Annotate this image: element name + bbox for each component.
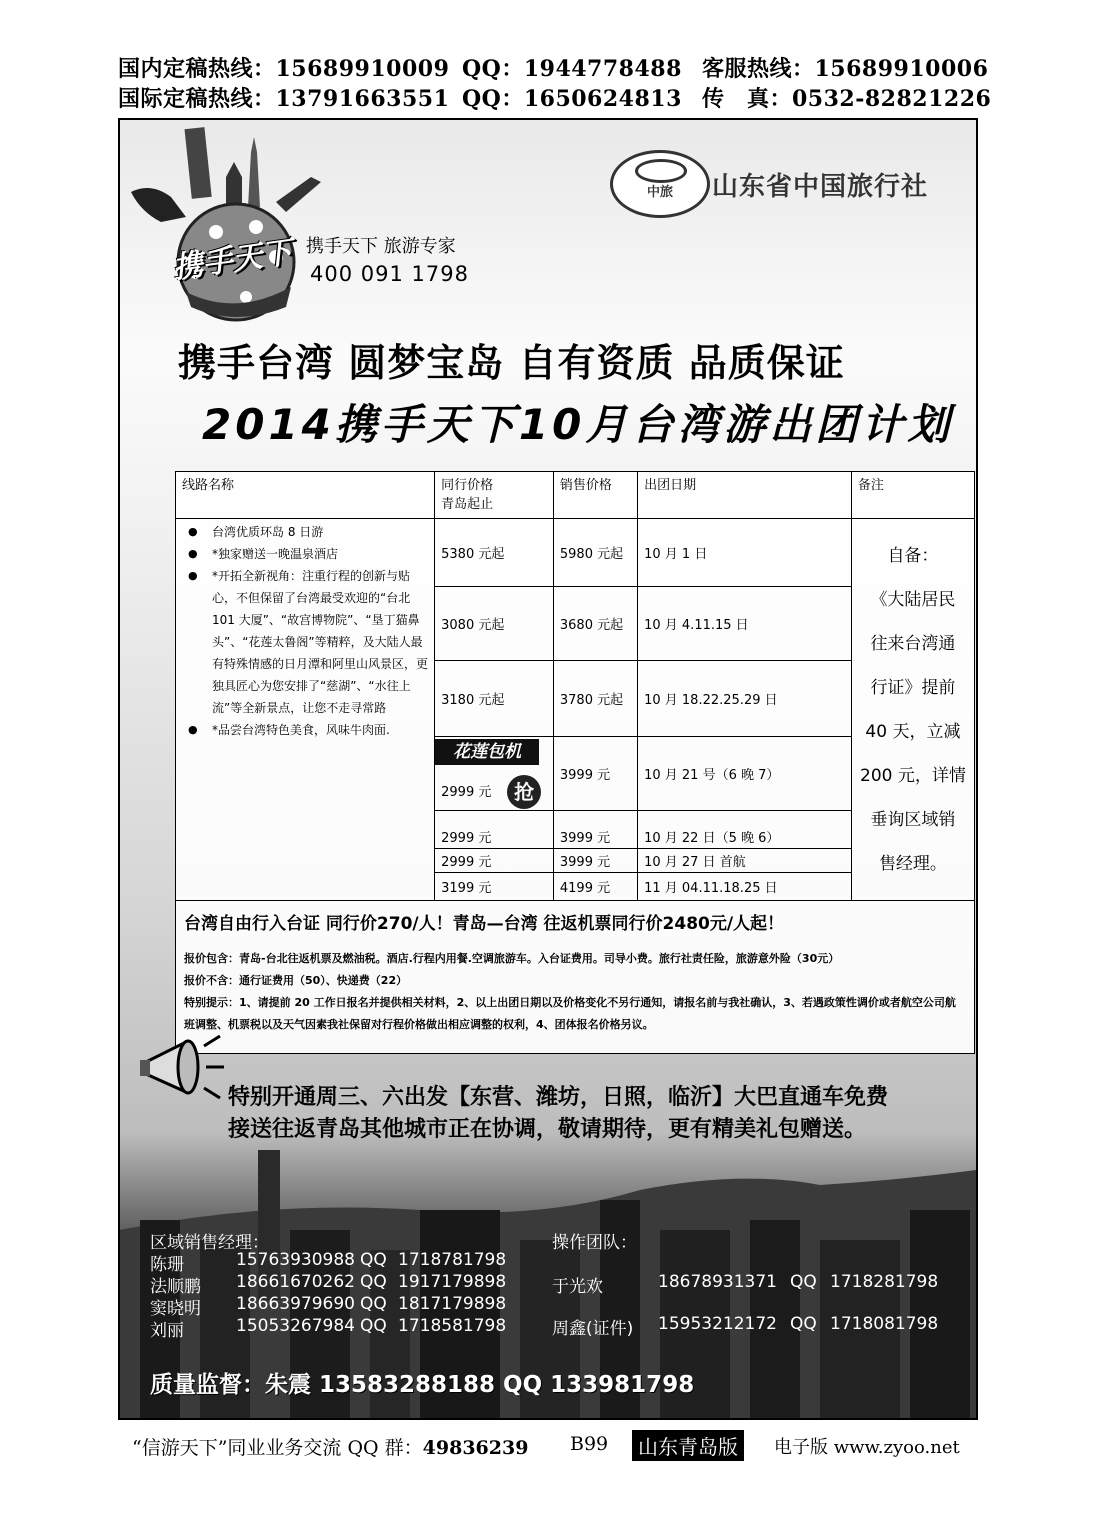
sales-qq: 1718581798 (398, 1316, 507, 1336)
sales-title: 区域销售经理： (150, 1233, 269, 1253)
ops-name: 于光欢 (552, 1277, 603, 1297)
feature-item: ● *品尝台湾特色美食，风味牛肉面. (186, 719, 428, 741)
sale-price: 5980 元起 (553, 519, 637, 587)
sales-phone: 15763930988 (236, 1250, 355, 1270)
poster (118, 118, 978, 1420)
terms-box (175, 901, 975, 1054)
feature-item: ● *独家赠送一晚温泉酒店 (186, 543, 428, 565)
footer-label: “信游天下”同业业务交流 QQ 群： (132, 1437, 423, 1459)
charter-badge: 抢 (507, 775, 541, 809)
sales-qq: 1817179898 (398, 1294, 507, 1314)
intl-hotline: 国际定稿热线：13791663551 (118, 86, 450, 112)
service-hotline: 客服热线：15689910006 (702, 56, 989, 82)
domestic-hotline: 国内定稿热线：15689910009 (118, 56, 450, 82)
sales-name: 陈珊 (150, 1255, 184, 1275)
sale-price: 3999 元 (553, 849, 637, 873)
depart-date: 11 月 04.11.18.25 日 (638, 873, 852, 901)
trade-price: 3180 元起 (435, 661, 554, 737)
sales-qq: 1917179898 (398, 1272, 507, 1292)
quality-supervisor: 质量监督：朱震 13583288188 QQ 133981798 (150, 1372, 695, 1398)
header-sale-price: 销售价格 (553, 472, 637, 519)
ops-phone: 15953212172 (658, 1314, 777, 1334)
remark-line: 200 元，详情 (860, 765, 966, 786)
header-trade-price: 同行价格 青岛起止 (435, 472, 554, 519)
sales-phone: 15053267984 (236, 1316, 355, 1336)
megaphone-icon (136, 1032, 226, 1102)
trade-price: 2999 元 (435, 849, 554, 873)
header-note: 备注 (851, 472, 974, 519)
sale-price: 3999 元 (553, 811, 637, 849)
remark-line: 40 天，立减 (865, 721, 961, 742)
ops-qq-label: QQ (790, 1272, 817, 1292)
trade-price: 3080 元起 (435, 587, 554, 661)
domestic-qq: QQ：1944778488 (462, 56, 682, 82)
brand-slogan: 携手天下 旅游专家 (306, 236, 456, 257)
ops-qq: 1718281798 (830, 1272, 939, 1292)
depart-date: 10 月 27 日 首航 (638, 849, 852, 873)
footer-edition: 山东青岛版 (632, 1430, 744, 1461)
sale-price: 3999 元 (553, 737, 637, 811)
table-header-row (176, 472, 975, 519)
sales-qq-label: QQ (360, 1250, 387, 1270)
cits-emblem (610, 150, 710, 218)
route-features (176, 519, 435, 901)
remark-line: 往来台湾通 (870, 633, 956, 654)
footer-qq-group: 49836239 (422, 1437, 529, 1459)
charter-label: 花莲包机 (435, 739, 539, 765)
sale-price: 4199 元 (553, 873, 637, 901)
depart-date: 10 月 18.22.25.29 日 (638, 661, 852, 737)
trade-price: 2999 元 (441, 785, 492, 800)
agency-name: 山东省中国旅行社 (712, 172, 929, 202)
cits-emblem-text: 中旅 (646, 185, 673, 200)
header-route: 线路名称 (176, 472, 435, 519)
ops-title: 操作团队： (552, 1233, 637, 1253)
sales-name: 刘丽 (150, 1321, 184, 1341)
depart-date: 10 月 4.11.15 日 (638, 587, 852, 661)
ops-name: 周鑫(证件) (552, 1319, 634, 1339)
price-excludes: 报价不含：通行证费用（50）、快递费（22） (184, 974, 408, 987)
price-includes: 报价包含：青岛-台北往返机票及燃油税。酒店.行程内用餐.空调旅游车。入台证费用。司导小费。旅行社责任险，旅游意外险（30元） (184, 952, 840, 965)
depart-date: 10 月 21 号（6 晚 7） (638, 737, 852, 811)
fax: 传 真：0532-82821226 (702, 86, 992, 112)
feature-item: ● 台湾优质环岛 8 日游 (186, 521, 428, 543)
trade-price: 2999 元 (435, 811, 554, 849)
bus-notice-line1: 特别开通周三、六出发【东营、潍坊，日照，临沂】大巴直通车免费 (228, 1085, 889, 1110)
sales-phone: 18661670262 (236, 1272, 355, 1292)
sales-qq-label: QQ (360, 1316, 387, 1336)
feature-item: ● *开拓全新视角：注重行程的创新与贴心，不但保留了台湾最受欢迎的“台北 101 大厦”、“故宫博物院”、“垦丁猫鼻头”、“花莲太鲁阁”等精粹，及大陆人最有特殊情感的日月潭和阿里山风景区，更独具匠心为您安排了“慈湖”、“水往上流”等全新景点，让您不走寻常路 (186, 565, 428, 719)
headline-plan-title: 2014携手天下10月台湾游出团计划 (202, 400, 954, 449)
special-tips: 特别提示：1、请提前 20 工作日报名并提供相关材料，2、以上出团日期以及价格变化不另行通知，请报名前与我社确认，3、若遇政策性调价或者航空公司航班调整、机票税以及天气因素我社保留对行程价格做出相应调整的权利，4、团体报名价格另议。 (184, 996, 956, 1031)
trade-price: 3199 元 (435, 873, 554, 901)
ops-qq: 1718081798 (830, 1314, 939, 1334)
sales-name: 法顺鹏 (150, 1277, 201, 1297)
trade-price: 5380 元起 (435, 519, 554, 587)
sale-price: 3780 元起 (553, 661, 637, 737)
sales-qq-label: QQ (360, 1294, 387, 1314)
brand-phone: 400 091 1798 (310, 262, 469, 286)
remark-line: 垂询区域销 (870, 809, 956, 830)
charter-cell (435, 737, 554, 811)
table-row (176, 519, 975, 587)
ops-phone: 18678931371 (658, 1272, 777, 1292)
intl-qq: QQ：1650624813 (462, 86, 682, 112)
feature-list (182, 521, 428, 741)
sales-phone: 18663979690 (236, 1294, 355, 1314)
remark-cell (851, 519, 974, 901)
sales-name: 窦晓明 (150, 1299, 201, 1319)
itinerary-table (175, 471, 975, 901)
remark-line: 行证》提前 (870, 677, 956, 698)
sales-qq-label: QQ (360, 1272, 387, 1292)
header-date: 出团日期 (638, 472, 852, 519)
landmark-globe-logo (126, 122, 336, 322)
headline-primary: 携手台湾 圆梦宝岛 自有资质 品质保证 (178, 341, 845, 385)
depart-date: 10 月 22 日（5 晚 6） (638, 811, 852, 849)
footer-group-text (132, 1433, 528, 1460)
sales-qq: 1718781798 (398, 1250, 507, 1270)
ops-qq-label: QQ (790, 1314, 817, 1334)
sale-price: 3680 元起 (553, 587, 637, 661)
bus-notice-line2: 接送往返青岛其他城市正在协调，敬请期待，更有精美礼包赠送。 (228, 1117, 867, 1142)
remark-line: 自备： (887, 545, 939, 566)
depart-date: 10 月 1 日 (638, 519, 852, 587)
footer-page-number: B99 (570, 1433, 609, 1455)
remark-line: 售经理。 (878, 853, 947, 874)
logo-text: 携手天下 (170, 234, 295, 287)
free-travel-notice: 台湾自由行入台证 同行价270/人！青岛—台湾 往返机票同行价2480元/人起！ (184, 914, 785, 934)
footer-site: 电子版 www.zyoo.net (774, 1437, 960, 1458)
remark-line: 《大陆居民 (870, 589, 956, 610)
